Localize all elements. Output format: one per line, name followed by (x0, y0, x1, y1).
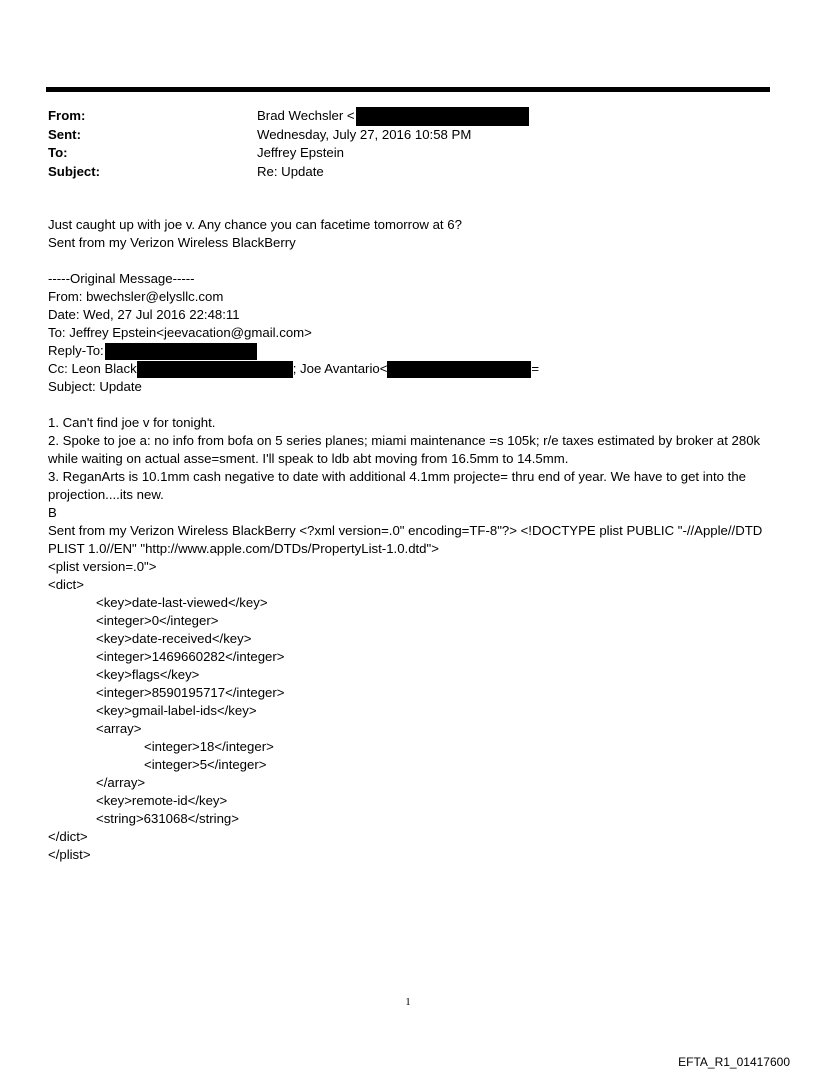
original-cc (48, 360, 778, 378)
cc-suffix: = (531, 361, 540, 377)
plist-key-5: <key>remote-id</key> (96, 793, 228, 809)
reply-signature: Sent from my Verizon Wireless BlackBerry (48, 235, 296, 250)
original-to: To: Jeffrey Epstein<jeevacation@gmail.com> (48, 325, 312, 340)
plist-value-5: <string>631068</string> (96, 811, 239, 827)
sent-value: Wednesday, July 27, 2016 10:58 PM (257, 126, 472, 142)
original-divider: -----Original Message----- (48, 271, 195, 286)
plist-open: <plist version=.0"> (48, 559, 157, 575)
reply-to-label: Reply-To: (48, 343, 104, 358)
email-body (48, 216, 778, 864)
subject-label: Subject: (48, 163, 101, 179)
plist-key-3: <key>flags</key> (96, 667, 200, 683)
array-item-1: <integer>18</integer> (144, 739, 274, 755)
array-close: </array> (96, 775, 146, 791)
reply-line-1: Just caught up with joe v. Any chance you can facetime tomorrow at 6? (48, 217, 462, 232)
plist-key-2: <key>date-received</key> (96, 631, 252, 647)
redaction-reply-to (105, 343, 257, 360)
document-id: EFTA_R1_01417600 (678, 1055, 790, 1069)
original-from: From: bwechsler@elysllc.com (48, 289, 224, 304)
header-rule (46, 87, 770, 92)
dict-open: <dict> (48, 577, 84, 593)
page-number: 1 (405, 996, 411, 1008)
redaction-from-email (356, 107, 529, 126)
from-value (257, 107, 529, 126)
original-date: Date: Wed, 27 Jul 2016 22:48:11 (48, 307, 240, 322)
plist-key-1: <key>date-last-viewed</key> (96, 595, 268, 611)
sent-from-line: Sent from my Verizon Wireless BlackBerry <?xml version=.0" encoding=TF-8"?> <!DOCTYPE plist PUBLIC "-//Apple//DTD PLIST 1.0//EN" "http://www.apple.com/DTDs/PropertyList-1.0.dtd"> (48, 523, 763, 557)
item-3: 3. ReganArts is 10.1mm cash negative to date with additional 4.1mm projecte= thru end of year. We have to get into the projection....its new. (48, 469, 746, 503)
original-reply-to (48, 342, 778, 360)
array-item-2: <integer>5</integer> (144, 757, 267, 773)
to-value: Jeffrey Epstein (257, 145, 344, 160)
cc-prefix: Cc: Leon Black (48, 361, 137, 377)
from-label: From: (48, 108, 86, 123)
item-1: 1. Can't find joe v for tonight. (48, 415, 216, 431)
plist-close: </plist> (48, 847, 91, 863)
plist-value-2: <integer>1469660282</integer> (96, 649, 285, 665)
dict-close: </dict> (48, 829, 88, 845)
item-2: 2. Spoke to joe a: no info from bofa on 5 series planes; miami maintenance =s 105k; r/e taxes estimated by broker at 280k while waiting on actual asse=sment. I'll speak to ldb abt moving from 16.5mm to 14.5mm. (48, 433, 761, 467)
cc-middle: ; Joe Avantario< (292, 361, 388, 377)
original-subject: Subject: Update (48, 379, 142, 395)
to-label: To: (48, 145, 68, 160)
redaction-cc-avantario (387, 361, 531, 378)
array-open: <array> (96, 721, 142, 737)
signoff: B (48, 505, 57, 521)
subject-value: Re: Update (257, 163, 324, 179)
plist-key-4: <key>gmail-label-ids</key> (96, 703, 257, 719)
redaction-cc-black (137, 361, 293, 378)
plist-value-3: <integer>8590195717</integer> (96, 685, 285, 701)
plist-value-1: <integer>0</integer> (96, 613, 219, 629)
sent-label: Sent: (48, 126, 81, 142)
from-name: Brad Wechsler < (257, 108, 355, 123)
